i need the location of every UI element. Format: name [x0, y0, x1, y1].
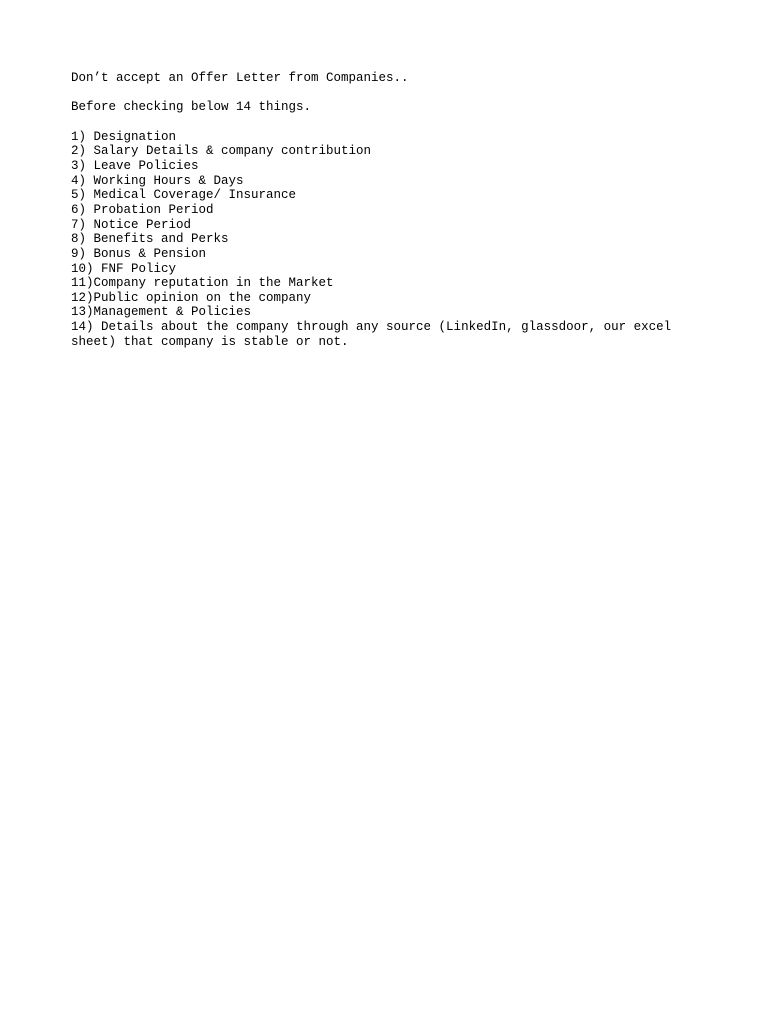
list-item: 6) Probation Period	[71, 202, 214, 217]
list-item: 14) Details about the company through any source (LinkedIn, glassdoor, our excel sheet) that company is stable or not.	[71, 320, 679, 349]
spacer	[71, 86, 691, 101]
list-item: 4) Working Hours & Days	[71, 173, 244, 188]
list-item: 12)Public opinion on the company	[71, 290, 312, 305]
list-item: 7) Notice Period	[71, 217, 192, 232]
list-item: 1) Designation	[71, 129, 177, 144]
list-item: 10) FNF Policy	[71, 261, 177, 276]
list-item: 8) Benefits and Perks	[71, 232, 229, 247]
document-page	[71, 71, 691, 349]
spacer	[71, 115, 691, 130]
document-heading: Don’t accept an Offer Letter from Companies..	[71, 71, 409, 85]
document-intro: Before checking below 14 things.	[71, 100, 312, 115]
checklist	[71, 130, 691, 350]
list-item: 2) Salary Details & company contribution	[71, 144, 372, 159]
list-item: 9) Bonus & Pension	[71, 246, 207, 261]
list-item: 11)Company reputation in the Market	[71, 276, 334, 291]
list-item: 3) Leave Policies	[71, 158, 199, 173]
list-item: 13)Management & Policies	[71, 305, 252, 320]
list-item: 5) Medical Coverage/ Insurance	[71, 188, 297, 203]
